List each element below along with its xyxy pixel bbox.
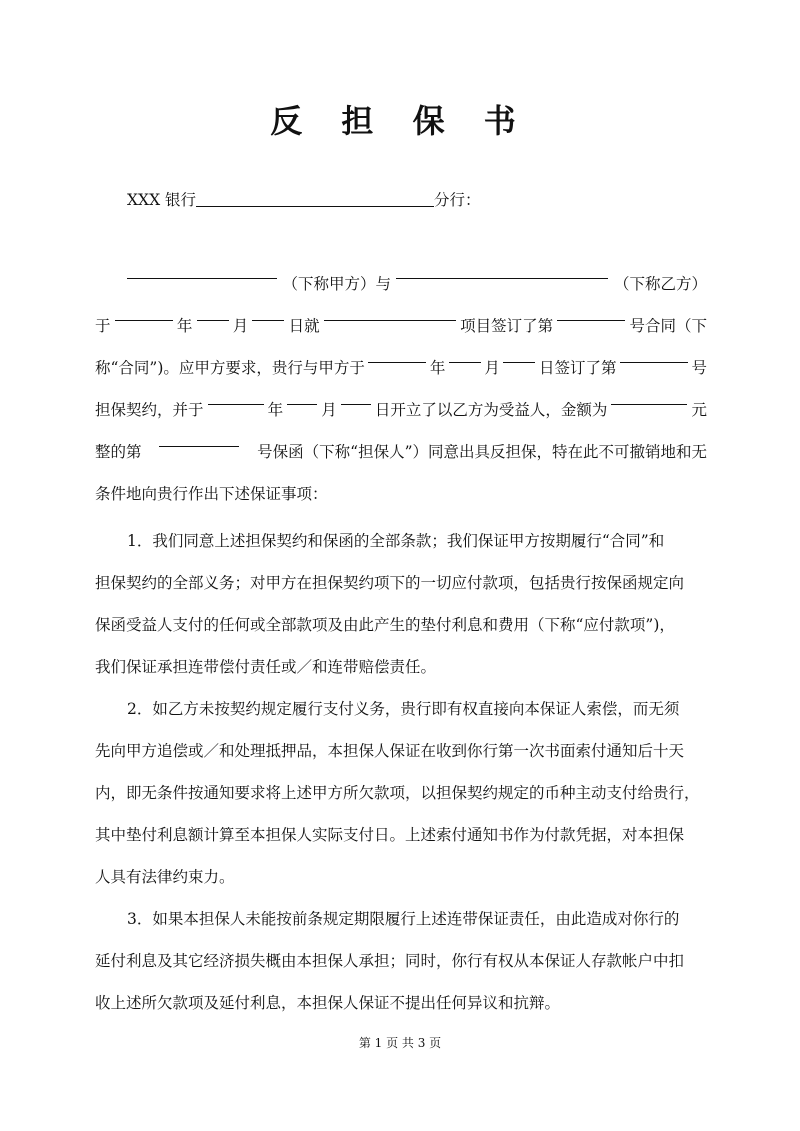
text-fragment: 担保契约，并于 bbox=[95, 401, 204, 419]
clause-3-line: 收上述所欠款项及延付利息，本担保人保证不提出任何异议和抗辩。 bbox=[95, 994, 561, 1012]
month-blank bbox=[197, 306, 229, 321]
month-blank bbox=[449, 348, 481, 363]
clause-3-line: 3．如果本担保人未能按前条规定期限履行上述连带保证责任，由此造成对你行的 bbox=[127, 910, 680, 928]
clause-1-line: 保函受益人支付的任何或全部款项及由此产生的垫付利息和费用（下称“应付款项”)， bbox=[95, 616, 675, 634]
text-fragment: 号 bbox=[691, 359, 707, 377]
paragraph-line bbox=[95, 264, 707, 304]
branch-blank bbox=[196, 192, 434, 207]
text-fragment: 号合同（下 bbox=[629, 317, 707, 335]
text-fragment: 日开立了以乙方为受益人，金额为 bbox=[374, 401, 608, 419]
text-fragment: 项目签订了第 bbox=[460, 317, 554, 335]
text-fragment: 日签订了第 bbox=[538, 359, 617, 377]
day-blank bbox=[503, 348, 535, 363]
year-blank bbox=[208, 390, 264, 405]
clause-3-line: 延付利息及其它经济损失概由本担保人承担；同时，你行有权从本保证人存款帐户中扣 bbox=[95, 952, 685, 970]
project-blank bbox=[324, 306, 456, 321]
year-blank bbox=[368, 348, 426, 363]
text-fragment: 于 bbox=[95, 317, 111, 335]
text-fragment: 月 bbox=[232, 317, 249, 335]
paragraph-line bbox=[95, 306, 707, 346]
address-line bbox=[95, 180, 739, 220]
paragraph-line: 条件地向贵行作出下述保证事项： bbox=[95, 485, 328, 503]
contract-number-blank bbox=[557, 306, 625, 321]
clause-1-line: 担保契约的全部义务；对甲方在担保契约项下的一切应付款项，包括贵行按保函规定向 bbox=[95, 574, 685, 592]
guarantee-contract-number-blank bbox=[620, 348, 688, 363]
clause-2-line: 内，即无条件按通知要求将上述甲方所欠款项，以担保契约规定的币种主动支付给贵行， bbox=[95, 784, 700, 802]
letter-of-guarantee-number-blank bbox=[159, 432, 239, 447]
text-fragment: 年 bbox=[429, 359, 446, 377]
clause-2-line: 人具有法律约束力。 bbox=[95, 868, 235, 886]
clause-1-line: 1．我们同意上述担保契约和保函的全部条款；我们保证甲方按期履行“合同”和 bbox=[127, 532, 665, 550]
text-fragment: 称“合同”)。应甲方要求，贵行与甲方于 bbox=[95, 359, 365, 377]
party-a-blank bbox=[127, 264, 277, 279]
year-blank bbox=[115, 306, 173, 321]
paragraph-line bbox=[95, 348, 707, 388]
text-fragment: 日就 bbox=[288, 317, 320, 335]
clause-2-line: 2．如乙方未按契约规定履行支付义务，贵行即有权直接向本保证人索偿，而无须 bbox=[127, 700, 680, 718]
document-title: 反 担 保 书 bbox=[270, 102, 530, 140]
text-fragment: 整的第 bbox=[95, 443, 142, 461]
page-number: 第 1 页 共 3 页 bbox=[358, 1036, 442, 1050]
text-fragment: （下称乙方） bbox=[613, 275, 707, 293]
text-fragment: 月 bbox=[321, 401, 337, 419]
text-fragment: 月 bbox=[484, 359, 500, 377]
text-fragment: 元 bbox=[691, 401, 707, 419]
clause-2-line: 先向甲方追偿或／和处理抵押品，本担保人保证在收到你行第一次书面索付通知后十天 bbox=[95, 742, 685, 760]
text-fragment: （下称甲方）与 bbox=[282, 275, 391, 293]
branch-label: 分行： bbox=[434, 191, 481, 209]
paragraph-line bbox=[95, 390, 707, 430]
text-fragment: 号保函（下称“担保人”）同意出具反担保，特在此不可撤销地和无 bbox=[257, 443, 707, 461]
month-blank bbox=[287, 390, 317, 405]
amount-blank bbox=[611, 390, 687, 405]
clause-1-line: 我们保证承担连带偿付责任或／和连带赔偿责任。 bbox=[95, 658, 437, 676]
text-fragment: 年 bbox=[267, 401, 284, 419]
party-b-blank bbox=[396, 264, 608, 279]
day-blank bbox=[341, 390, 371, 405]
text-fragment: 年 bbox=[176, 317, 193, 335]
paragraph-line bbox=[95, 432, 707, 472]
day-blank bbox=[252, 306, 284, 321]
clause-2-line: 其中垫付利息额计算至本担保人实际支付日。上述索付通知书作为付款凭据，对本担保 bbox=[95, 826, 685, 844]
bank-name: XXX 银行 bbox=[127, 191, 197, 209]
